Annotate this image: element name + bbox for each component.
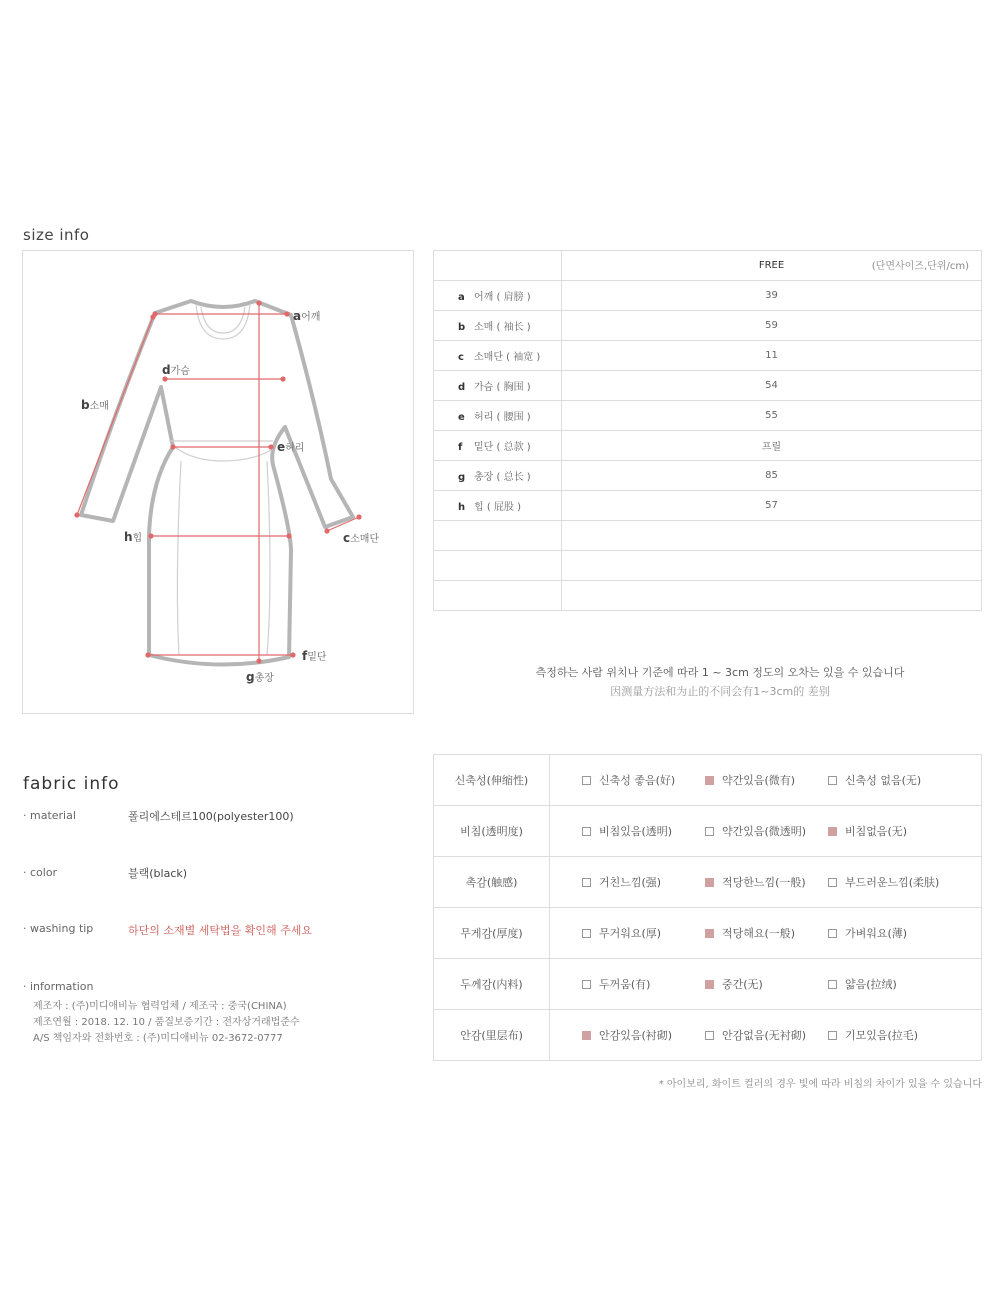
color-value: 블랙(black)	[128, 867, 188, 880]
table-row	[434, 401, 982, 431]
info-line: 제조자 : (주)미디애비뉴 협력업체 / 제조국 : 중국(CHINA)	[33, 1001, 287, 1012]
unchecked-box-icon	[582, 827, 591, 836]
fabric-row	[434, 806, 982, 857]
label-h: h힙	[124, 530, 143, 544]
fabric-row	[434, 908, 982, 959]
fabric-option-text: 가벼워요(薄)	[845, 927, 908, 940]
fabric-option-text: 적당한느낌(一般)	[722, 876, 806, 889]
unchecked-box-icon	[828, 980, 837, 989]
table-row	[434, 461, 982, 491]
table-row-empty	[434, 581, 982, 611]
row-value: 57	[562, 491, 982, 521]
fabric-option	[705, 976, 828, 992]
fabric-option	[705, 925, 828, 941]
measurement-note-cn: 因测量方法和为止的不同会有1~3cm的 差别	[610, 685, 830, 698]
row-value: 59	[562, 311, 982, 341]
row-letter: b	[458, 322, 466, 333]
fabric-row	[434, 1010, 982, 1061]
size-unit-note: (단면사이즈,단위/cm)	[871, 261, 969, 272]
fabric-row-label: 무게감(厚度)	[434, 908, 550, 959]
row-label: 힙 ( 屁股 )	[474, 502, 521, 513]
information-lines	[33, 999, 300, 1047]
washing-tip-value: 하단의 소재별 세탁법을 확인해 주세요	[128, 924, 313, 937]
fabric-option-text: 적당해요(一般)	[722, 927, 796, 940]
row-letter: a	[458, 292, 465, 303]
material-value: 폴리에스테르100(polyester100)	[128, 810, 294, 823]
fabric-option-text: 부드러운느낌(柔肤)	[845, 876, 940, 889]
size-table	[433, 250, 982, 611]
fabric-option	[582, 874, 705, 890]
table-row-empty	[434, 551, 982, 581]
row-letter: c	[458, 352, 464, 363]
fabric-row	[434, 857, 982, 908]
label-b: b소매	[81, 398, 109, 412]
fabric-option-text: 거친느낌(强)	[599, 876, 662, 889]
fabric-option	[582, 925, 705, 941]
fabric-row-label: 신축성(伸缩性)	[434, 755, 550, 806]
fabric-option	[828, 772, 951, 788]
checked-box-icon	[705, 929, 714, 938]
row-label: 소매 ( 袖长 )	[474, 322, 531, 333]
measurement-note-ko: 측정하는 사람 위치나 기준에 따라 1 ~ 3cm 정도의 오차는 있을 수 있습니다	[535, 666, 905, 679]
fabric-option	[582, 1027, 705, 1043]
table-row	[434, 371, 982, 401]
table-row	[434, 431, 982, 461]
fabric-option-text: 얇음(拉绒)	[845, 978, 897, 991]
fabric-option	[828, 976, 951, 992]
label-f: f밑단	[302, 649, 327, 663]
fabric-row-label: 안감(里层布)	[434, 1010, 550, 1061]
row-letter: e	[458, 412, 465, 423]
unchecked-box-icon	[828, 776, 837, 785]
size-header-free: FREE	[758, 260, 785, 271]
color-label: · color	[23, 866, 58, 879]
fabric-option	[582, 823, 705, 839]
fabric-option-text: 약간있음(微透明)	[722, 825, 807, 838]
fabric-option	[705, 1027, 828, 1043]
unchecked-box-icon	[828, 878, 837, 887]
fabric-option-text: 중간(无)	[722, 978, 763, 991]
fabric-info-title: fabric info	[23, 774, 120, 794]
info-line: A/S 책임자와 전화번호 : (주)미디애비뉴 02-3672-0777	[33, 1033, 283, 1044]
unchecked-box-icon	[705, 827, 714, 836]
checked-box-icon	[705, 776, 714, 785]
fabric-row-label: 비침(透明度)	[434, 806, 550, 857]
row-value: 프릴	[562, 431, 982, 461]
row-value: 39	[562, 281, 982, 311]
unchecked-box-icon	[582, 980, 591, 989]
row-label: 어깨 ( 肩膀 )	[474, 292, 531, 303]
unchecked-box-icon	[705, 1031, 714, 1040]
information-label: · information	[23, 980, 94, 993]
fabric-option-text: 안감없음(无衬砌)	[722, 1029, 807, 1042]
row-letter: h	[458, 502, 466, 513]
unchecked-box-icon	[828, 1031, 837, 1040]
fabric-options	[550, 874, 981, 890]
fabric-option	[828, 874, 951, 890]
garment-diagram	[22, 250, 414, 714]
row-label: 가슴 ( 胸围 )	[474, 382, 531, 393]
fabric-option	[828, 823, 951, 839]
table-row	[434, 491, 982, 521]
row-value: 85	[562, 461, 982, 491]
checked-box-icon	[705, 980, 714, 989]
row-letter: f	[458, 442, 463, 453]
label-d: d가슴	[162, 363, 190, 377]
label-c: c소매단	[343, 531, 380, 545]
table-row	[434, 281, 982, 311]
row-value: 55	[562, 401, 982, 431]
fabric-properties-table	[433, 754, 982, 1061]
label-a: a어깨	[293, 309, 321, 323]
info-line: 제조연월 : 2018. 12. 10 / 품질보증기간 : 전자상거래법준수	[33, 1017, 300, 1028]
size-table-header	[434, 251, 982, 281]
fabric-row-label: 두께감(内料)	[434, 959, 550, 1010]
fabric-option-text: 약간있음(微有)	[722, 774, 796, 787]
checked-box-icon	[705, 878, 714, 887]
fabric-option	[705, 772, 828, 788]
fabric-option	[828, 925, 951, 941]
size-info-title: size info	[23, 226, 90, 244]
fabric-options	[550, 1027, 981, 1043]
fabric-row	[434, 755, 982, 806]
fabric-option	[582, 976, 705, 992]
row-value: 11	[562, 341, 982, 371]
fabric-options	[550, 823, 981, 839]
dress-outline-illustration	[23, 251, 413, 713]
fabric-footnote: * 아이보리, 화이트 컬러의 경우 빛에 따라 비침의 차이가 있을 수 있습니다	[658, 1079, 982, 1090]
row-label: 총장 ( 总长 )	[474, 472, 531, 483]
row-label: 소매단 ( 袖宽 )	[474, 352, 541, 363]
fabric-option-text: 신축성 없음(无)	[845, 774, 922, 787]
checked-box-icon	[582, 1031, 591, 1040]
label-g: g총장	[246, 670, 274, 684]
fabric-option-text: 두꺼움(有)	[599, 978, 651, 991]
row-label: 밑단 ( 总款 )	[474, 442, 531, 453]
fabric-option	[705, 823, 828, 839]
fabric-option-text: 안감있음(衬砌)	[599, 1029, 673, 1042]
row-label: 허리 ( 腰围 )	[474, 412, 531, 423]
fabric-option	[705, 874, 828, 890]
row-letter: g	[458, 472, 466, 483]
fabric-option-text: 비침없음(无)	[845, 825, 908, 838]
fabric-option-text: 비침있음(透明)	[599, 825, 673, 838]
fabric-option	[582, 772, 705, 788]
fabric-option-text: 무거워요(厚)	[599, 927, 662, 940]
table-row	[434, 341, 982, 371]
label-e: e허리	[277, 440, 305, 454]
fabric-row-label: 촉감(触感)	[434, 857, 550, 908]
checked-box-icon	[828, 827, 837, 836]
material-label: · material	[23, 809, 76, 822]
fabric-options	[550, 772, 981, 788]
washing-tip-label: · washing tip	[23, 922, 94, 935]
fabric-row	[434, 959, 982, 1010]
row-letter: d	[458, 382, 466, 393]
unchecked-box-icon	[582, 929, 591, 938]
fabric-option	[828, 1027, 951, 1043]
fabric-option-text: 기모있음(拉毛)	[845, 1029, 919, 1042]
unchecked-box-icon	[582, 878, 591, 887]
unchecked-box-icon	[582, 776, 591, 785]
fabric-options	[550, 925, 981, 941]
unchecked-box-icon	[828, 929, 837, 938]
fabric-option-text: 신축성 좋음(好)	[599, 774, 676, 787]
table-row-empty	[434, 521, 982, 551]
row-value: 54	[562, 371, 982, 401]
table-row	[434, 311, 982, 341]
fabric-options	[550, 976, 981, 992]
